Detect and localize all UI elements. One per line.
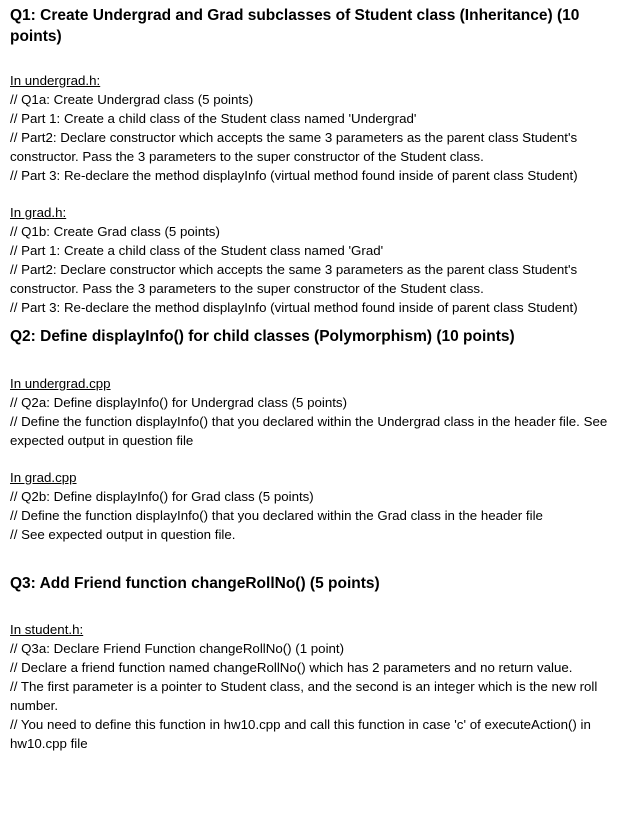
q3a-line-1: // Q3a: Declare Friend Function changeRollNo() (1 point): [10, 641, 345, 656]
q1b-block: [10, 203, 633, 317]
q2b-line-3: // See expected output in question file.: [10, 527, 236, 542]
q1a-line-3: // Part2: Declare constructor which accepts the same 3 parameters as the parent class Student's constructor. Pass the 3 parameters to the super constructor of the Student class.: [10, 130, 578, 164]
q1b-line-2: // Part 1: Create a child class of the Student class named 'Grad': [10, 243, 384, 258]
q2b-block: [10, 468, 633, 544]
q3a-line-2: // Declare a friend function named changeRollNo() which has 2 parameters and no return value.: [10, 660, 573, 675]
q2a-file-label: In undergrad.cpp: [10, 376, 111, 391]
q2b-file-label: In grad.cpp: [10, 470, 77, 485]
q3a-line-3: // The first parameter is a pointer to Student class, and the second is an integer which is the new roll number.: [10, 679, 598, 713]
q2b-line-2: // Define the function displayInfo() that you declared within the Grad class in the header file: [10, 508, 543, 523]
q2a-block: [10, 374, 633, 450]
q3-heading: Q3: Add Friend function changeRollNo() (5 points): [10, 575, 380, 592]
q1b-file-label: In grad.h:: [10, 205, 67, 220]
q1a-line-2: // Part 1: Create a child class of the Student class named 'Undergrad': [10, 111, 417, 126]
q1b-line-4: // Part 3: Re-declare the method displayInfo (virtual method found inside of parent class Student): [10, 300, 578, 315]
q1a-line-4: // Part 3: Re-declare the method displayInfo (virtual method found inside of parent class Student): [10, 168, 578, 183]
q1a-file-label: In undergrad.h:: [10, 73, 101, 88]
q3a-block: [10, 620, 633, 753]
q1b-line-3: // Part2: Declare constructor which accepts the same 3 parameters as the parent class Student's constructor. Pass the 3 parameters to the super constructor of the Student class.: [10, 262, 578, 296]
q2b-line-1: // Q2b: Define displayInfo() for Grad class (5 points): [10, 489, 314, 504]
q2a-line-1: // Q2a: Define displayInfo() for Undergrad class (5 points): [10, 395, 348, 410]
q3a-file-label: In student.h:: [10, 622, 84, 637]
q3a-line-4: // You need to define this function in hw10.cpp and call this function in case 'c' of executeAction() in hw10.cpp file: [10, 717, 591, 751]
q1a-block: [10, 71, 633, 185]
q1a-line-1: // Q1a: Create Undergrad class (5 points): [10, 92, 254, 107]
q2a-line-2: // Define the function displayInfo() that you declared within the Undergrad class in the header file. See expected output in question file: [10, 414, 608, 448]
q1-heading: Q1: Create Undergrad and Grad subclasses of Student class (Inheritance) (10 points): [10, 7, 580, 45]
q1b-line-1: // Q1b: Create Grad class (5 points): [10, 224, 220, 239]
q2-heading: Q2: Define displayInfo() for child classes (Polymorphism) (10 points): [10, 328, 515, 345]
